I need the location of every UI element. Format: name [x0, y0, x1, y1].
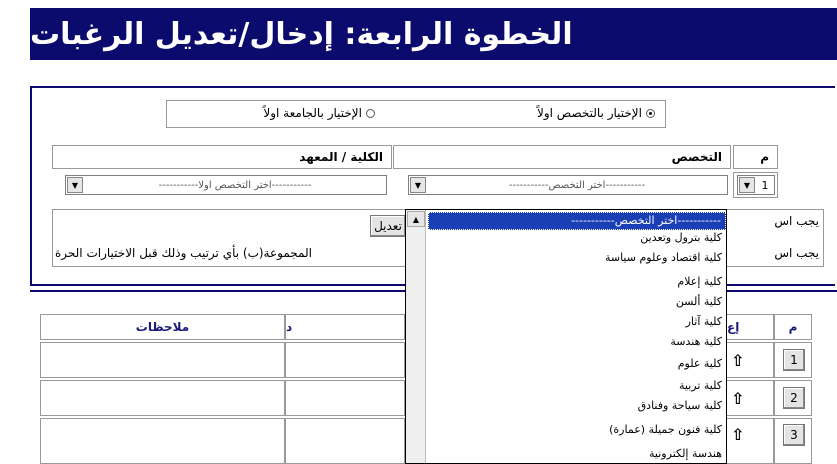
radio-checked-icon[interactable] — [646, 109, 655, 118]
table-row-1-col3 — [285, 342, 405, 378]
chevron-down-icon[interactable]: ▼ — [67, 177, 83, 193]
edit-button-label: تعديل — [374, 219, 402, 233]
instruction-line1: يجب اس — [774, 214, 819, 228]
table-row-3-col3 — [285, 418, 405, 464]
specialty-dropdown-list[interactable] — [405, 209, 727, 464]
row-2-num: 2 — [790, 391, 798, 405]
dropdown-option[interactable]: كلية هندسة — [670, 335, 722, 348]
page-title: الخطوة الرابعة: إدخال/تعديل الرغبات — [30, 16, 573, 52]
header-num-label: م — [760, 150, 769, 164]
dropdown-scrollbar[interactable] — [406, 210, 426, 463]
table-row-2-col2 — [726, 380, 774, 416]
row1-specialty-value: -----------اختر التخصص----------- — [508, 179, 646, 191]
instruction-line2-right: يجب اس — [774, 246, 819, 260]
table-row-3-notes — [40, 418, 285, 464]
chevron-down-icon[interactable]: ▼ — [410, 177, 426, 193]
row1-specialty-select[interactable] — [408, 175, 728, 195]
row1-college-value: -----------اختر التخصص اولا----------- — [158, 179, 312, 191]
table-header-notes — [40, 314, 285, 340]
dropdown-option[interactable]: كلية بترول وتعدين — [640, 231, 722, 244]
radio-university-first[interactable] — [263, 106, 375, 120]
radio-unchecked-icon[interactable] — [366, 109, 375, 118]
table-row-1-notes — [40, 342, 285, 378]
dropdown-option[interactable]: كلية تربية — [678, 379, 722, 392]
instruction-line2-left: المجموعة(ب) بأي ترتيب وذلك قبل الاختيارات الحرة — [55, 246, 312, 260]
header-college — [52, 145, 392, 169]
radio-specialty-first[interactable] — [537, 106, 655, 120]
row1-college-select[interactable] — [65, 175, 387, 195]
header-college-label: الكلية / المعهد — [299, 150, 383, 164]
dropdown-option[interactable]: هندسة إلكترونية — [649, 447, 722, 460]
dropdown-option[interactable]: كلية إعلام — [677, 275, 722, 288]
radio-specialty-label: الإختيار بالتخصص اولاً — [536, 106, 642, 120]
table-row-1-col2 — [726, 342, 774, 378]
row-1-button[interactable] — [783, 349, 805, 371]
header-num — [733, 145, 778, 169]
dropdown-option[interactable]: كلية ألسن — [675, 295, 722, 308]
row-3-button[interactable] — [783, 424, 805, 446]
table-header-col3-label: د — [286, 320, 293, 334]
dropdown-option[interactable]: -----------اختر التخصص----------- — [428, 212, 726, 230]
table-row-3-num — [774, 418, 812, 464]
header-specialty — [393, 145, 731, 169]
row-2-button[interactable] — [783, 387, 805, 409]
table-row-3-col2 — [726, 418, 774, 464]
dropdown-option[interactable]: كلية فنون جميلة (عمارة) — [609, 423, 722, 436]
row1-order-value: 1 — [761, 178, 769, 192]
table-header-col3 — [285, 314, 405, 340]
table-row-2-num — [774, 380, 812, 416]
dropdown-option[interactable]: كلية اقتصاد وعلوم سياسة — [604, 251, 722, 264]
choice-radio-group — [166, 100, 666, 128]
table-row-2-notes — [40, 380, 285, 416]
dropdown-option[interactable]: كلية علوم — [677, 357, 722, 370]
table-row-2-col3 — [285, 380, 405, 416]
chevron-down-icon[interactable]: ▼ — [739, 177, 755, 193]
page-title-banner — [30, 8, 837, 60]
dropdown-option[interactable]: كلية سياحة وفنادق — [637, 399, 722, 412]
dropdown-option[interactable]: كلية آثار — [685, 315, 722, 328]
table-header-num — [774, 314, 812, 340]
table-header-col2-label: إع — [727, 320, 740, 334]
table-header-notes-label: ملاحظات — [135, 320, 190, 334]
row1-order-select[interactable] — [737, 175, 775, 195]
arrow-up-icon[interactable]: ⇧ — [731, 425, 745, 444]
row1-num-cell — [733, 172, 778, 198]
table-header-num-label: م — [788, 320, 798, 334]
table-row-1-num — [774, 342, 812, 378]
radio-university-label: الإختيار بالجامعة اولاً — [263, 106, 362, 120]
header-specialty-label: التخصص — [671, 150, 722, 164]
edit-button[interactable] — [370, 215, 406, 237]
arrow-up-icon[interactable]: ⇧ — [731, 351, 745, 370]
row-3-num: 3 — [790, 428, 798, 442]
row-1-num: 1 — [790, 353, 798, 367]
table-header-col2 — [726, 314, 774, 340]
arrow-up-icon[interactable]: ⇧ — [731, 389, 745, 408]
chevron-up-icon[interactable]: ▲ — [407, 211, 425, 227]
